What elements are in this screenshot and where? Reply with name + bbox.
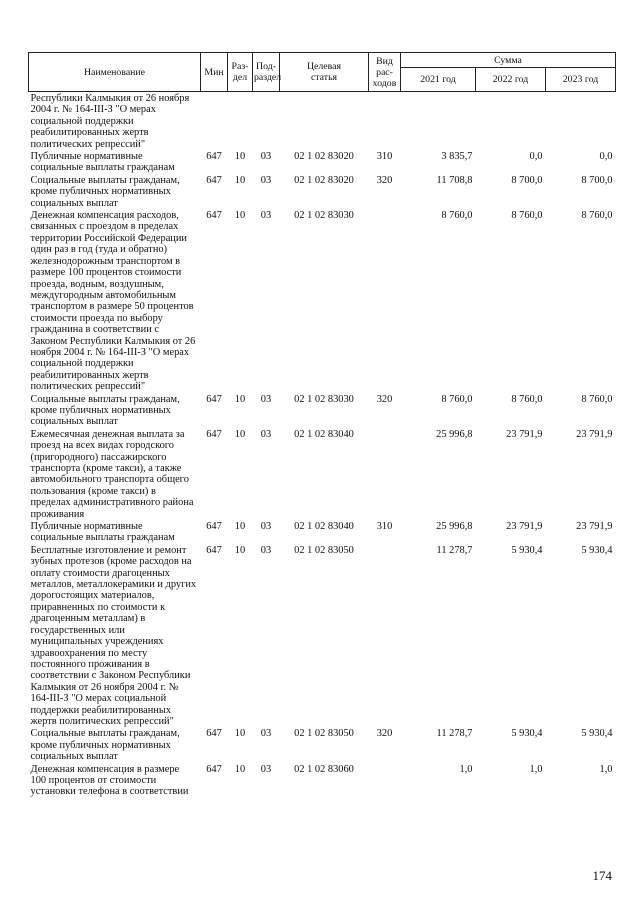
cell-sum-2022: 8 700,0 xyxy=(511,174,543,186)
table-row xyxy=(29,393,616,428)
budget-table xyxy=(28,52,616,798)
header-2023: 2023 год xyxy=(546,68,616,92)
header-tselevaya: Целевая статья xyxy=(280,53,369,92)
cell-podrazdel: 03 xyxy=(260,728,272,740)
cell-sum-2023 xyxy=(546,92,616,151)
cell-podrazdel: 03 xyxy=(260,521,272,533)
cell-vid: 320 xyxy=(376,728,393,740)
header-min: Мин xyxy=(201,53,228,92)
page-number: 174 xyxy=(592,868,612,883)
cell-name: Социальные выплаты гражданам, кроме публичных нормативных социальных выплат xyxy=(30,728,180,763)
cell-sum-2021: 8 760,0 xyxy=(441,210,473,222)
cell-name: Публичные нормативные социальные выплаты гражданам xyxy=(30,151,175,174)
table-row xyxy=(29,150,616,174)
cell-tselevaya: 02 1 02 83030 xyxy=(294,393,354,405)
header-2022: 2022 год xyxy=(476,68,546,92)
cell-vid xyxy=(369,209,401,393)
cell-sum-2023: 1,0 xyxy=(599,763,613,775)
cell-min xyxy=(201,92,228,151)
cell-sum-2022: 23 791,9 xyxy=(506,521,543,533)
cell-sum-2023: 8 760,0 xyxy=(581,393,613,405)
cell-sum-2023: 8 700,0 xyxy=(581,174,613,186)
cell-razdel: 10 xyxy=(234,521,246,533)
cell-sum-2022: 8 760,0 xyxy=(511,210,543,222)
cell-name: Бесплатные изготовление и ремонт зубных протезов (кроме расходов на оплату стоимости драгоценных металлов, металлокерамики и других дорогостоящих материалов, приравненных по стоимости к драгоценным металлам) в государственных или муниципальных учреждениях здравоохранения по месту постоянного проживания в соответствии с Законом Республики Калмыкия от 26 ноября 2004 г. № 164-III-З "О мерах социальной поддержки реабилитированных жертв политических репрессий" xyxy=(30,544,197,727)
cell-podrazdel: 03 xyxy=(260,428,272,440)
cell-name: Социальные выплаты гражданам, кроме публичных нормативных социальных выплат xyxy=(30,174,180,209)
cell-min: 647 xyxy=(206,151,222,163)
cell-min: 647 xyxy=(206,521,222,533)
cell-name: Денежная компенсация расходов, связанных с проездом в пределах территории Российской Федерации один раз в год (туда и обратно) железнодорожным транспортом в размере 100 процентов стоимости проезда, водным, воздушным, междугородным автомобильным транспортом в размере 50 процентов стоимости проезда по выбору гражданина в соответствии с Законом Республики Калмыкия от 26 ноября 2004 г. № 164-III-З "О мерах социальной поддержки реабилитированных жертв политических репрессий" xyxy=(30,210,196,393)
cell-min: 647 xyxy=(206,763,222,775)
cell-podrazdel: 03 xyxy=(260,210,272,222)
cell-min: 647 xyxy=(206,428,222,440)
cell-vid: 320 xyxy=(376,174,393,186)
cell-vid xyxy=(369,763,401,798)
header-vid: Вид рас- ходов xyxy=(369,53,401,92)
cell-sum-2022: 0,0 xyxy=(529,151,543,163)
cell-sum-2022: 5 930,4 xyxy=(511,728,543,740)
cell-razdel: 10 xyxy=(234,728,246,740)
cell-sum-2021: 11 278,7 xyxy=(436,728,473,740)
table-row xyxy=(29,544,616,728)
header-razdel: Раз- дел xyxy=(228,53,253,92)
cell-podrazdel: 03 xyxy=(260,544,272,556)
cell-podrazdel xyxy=(253,92,280,151)
cell-vid: 310 xyxy=(376,521,393,533)
budget-table-sheet xyxy=(28,52,615,798)
cell-sum-2022: 1,0 xyxy=(529,763,543,775)
table-row xyxy=(29,520,616,544)
cell-sum-2022 xyxy=(476,92,546,151)
cell-razdel: 10 xyxy=(234,174,246,186)
cell-min: 647 xyxy=(206,210,222,222)
cell-sum-2022: 23 791,9 xyxy=(506,428,543,440)
cell-sum-2023: 5 930,4 xyxy=(581,728,613,740)
header-podrazdel: Под- раздел xyxy=(253,53,280,92)
cell-tselevaya: 02 1 02 83060 xyxy=(294,763,354,775)
cell-podrazdel: 03 xyxy=(260,174,272,186)
table-row xyxy=(29,428,616,520)
cell-sum-2023: 23 791,9 xyxy=(576,428,613,440)
cell-tselevaya: 02 1 02 83020 xyxy=(294,174,354,186)
cell-razdel: 10 xyxy=(234,544,246,556)
cell-name: Денежная компенсация в размере 100 процентов от стоимости установки телефона в соответствии xyxy=(30,763,189,798)
cell-tselevaya: 02 1 02 83040 xyxy=(294,521,354,533)
table-header xyxy=(29,53,616,92)
cell-sum-2021: 11 278,7 xyxy=(436,544,473,556)
cell-razdel: 10 xyxy=(234,393,246,405)
cell-tselevaya: 02 1 02 83030 xyxy=(294,210,354,222)
cell-vid xyxy=(369,92,401,151)
cell-podrazdel: 03 xyxy=(260,763,272,775)
cell-sum-2021: 3 835,7 xyxy=(441,151,473,163)
cell-tselevaya xyxy=(280,92,369,151)
cell-sum-2021: 25 996,8 xyxy=(436,521,473,533)
cell-razdel: 10 xyxy=(234,428,246,440)
cell-sum-2021: 8 760,0 xyxy=(441,393,473,405)
cell-min: 647 xyxy=(206,174,222,186)
cell-tselevaya: 02 1 02 83050 xyxy=(294,544,354,556)
header-name: Наименование xyxy=(29,53,201,92)
header-2021: 2021 год xyxy=(401,68,476,92)
cell-podrazdel: 03 xyxy=(260,393,272,405)
table-row xyxy=(29,727,616,762)
cell-min: 647 xyxy=(206,728,222,740)
cell-sum-2021: 1,0 xyxy=(459,763,473,775)
cell-sum-2022: 8 760,0 xyxy=(511,393,543,405)
cell-name: Публичные нормативные социальные выплаты гражданам xyxy=(30,521,175,544)
cell-sum-2021: 25 996,8 xyxy=(436,428,473,440)
cell-sum-2023: 0,0 xyxy=(599,151,613,163)
cell-vid: 310 xyxy=(376,151,393,163)
cell-razdel: 10 xyxy=(234,151,246,163)
cell-vid xyxy=(369,544,401,728)
cell-sum-2021 xyxy=(401,92,476,151)
cell-razdel: 10 xyxy=(234,210,246,222)
table-row xyxy=(29,763,616,798)
cell-min: 647 xyxy=(206,544,222,556)
table-row xyxy=(29,92,616,151)
header-summa: Сумма xyxy=(401,53,616,68)
cell-name: Социальные выплаты гражданам, кроме публичных нормативных социальных выплат xyxy=(30,393,180,428)
table-body xyxy=(29,92,616,798)
cell-vid: 320 xyxy=(376,393,393,405)
cell-podrazdel: 03 xyxy=(260,151,272,163)
cell-tselevaya: 02 1 02 83050 xyxy=(294,728,354,740)
cell-razdel xyxy=(228,92,253,151)
cell-name: Ежемесячная денежная выплата за проезд на всех видах городского (пригородного) пассажирского транспорта (кроме такси), а также автомобильного транспорта общего пользования (кроме такси) в пределах административного района проживания xyxy=(30,428,194,520)
cell-sum-2023: 8 760,0 xyxy=(581,210,613,222)
cell-min: 647 xyxy=(206,393,222,405)
cell-tselevaya: 02 1 02 83020 xyxy=(294,151,354,163)
cell-vid xyxy=(369,428,401,520)
cell-tselevaya: 02 1 02 83040 xyxy=(294,428,354,440)
cell-name: Республики Калмыкия от 26 ноября 2004 г. № 164-III-З "О мерах социальной поддержки реабилитированных жертв политических репрессий" xyxy=(30,93,190,150)
cell-sum-2023: 23 791,9 xyxy=(576,521,613,533)
cell-razdel: 10 xyxy=(234,763,246,775)
cell-sum-2023: 5 930,4 xyxy=(581,544,613,556)
table-row xyxy=(29,174,616,209)
table-row xyxy=(29,209,616,393)
cell-sum-2021: 11 708,8 xyxy=(436,174,473,186)
cell-sum-2022: 5 930,4 xyxy=(511,544,543,556)
